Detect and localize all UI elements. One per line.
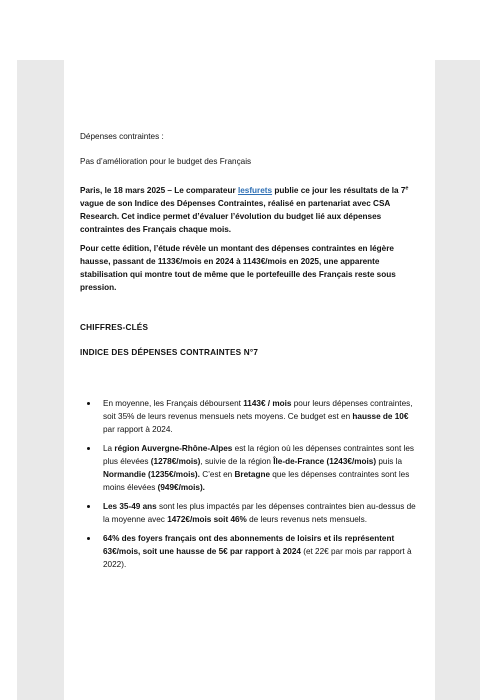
index-title: INDICE DES DÉPENSES CONTRAINTES N°7: [80, 348, 259, 357]
bullet-icon: [87, 505, 90, 508]
bullet-text: pour leurs dépenses contraintes, soit 35% de leurs revenus mensuels nets moyens. Ce budget est en: [103, 399, 413, 421]
intro-superscript: e: [405, 185, 409, 192]
key-figures-list: [80, 397, 418, 571]
intro-paragraph: [80, 184, 418, 236]
document-page: [64, 60, 435, 700]
bullet-bold: Les 35-49 ans: [103, 502, 157, 511]
list-item: [80, 532, 418, 571]
bullet-text: puis la: [376, 457, 403, 466]
bullet-text: par rapport à 2024.: [103, 425, 173, 434]
bullet-bold: Normandie (1235€/mois).: [103, 470, 200, 479]
bullet-bold: hausse de 10€: [352, 412, 409, 421]
list-item: [80, 397, 418, 436]
bullet-text: que les dépenses contraintes sont les moins élevées: [103, 470, 410, 492]
bullet-bold: (1278€/mois): [150, 457, 201, 466]
bullet-bold: 64% des foyers français ont des abonnements de loisirs et ils représentent 63€/mois, soit une hausse de 5€ par rapport à 2024: [103, 534, 395, 556]
bullet-bold: 1143€ / mois: [243, 399, 292, 408]
bullet-bold: 1472€/mois soit 46%: [167, 515, 247, 524]
edition-paragraph: Pour cette édition, l’étude révèle un montant des dépenses contraintes en légère hausse, passant de 1133€/mois en 2024 à 1143€/mois en 2025, une apparente stabilisation qui montre tout de même que le portefeuille des Français reste sous pression.: [80, 244, 396, 292]
intro-text-3: vague de son Indice des Dépenses Contraintes, réalisé en partenariat avec CSA Research. Cet indice permet d’évaluer l’évolution du budget lié aux dépenses contraintes des Français chaque mois.: [80, 199, 391, 234]
bullet-text: C’est en: [199, 470, 235, 479]
page-content: [80, 130, 418, 577]
intro-text-1: Paris, le 18 mars 2025 – Le comparateur: [80, 186, 238, 195]
bullet-bold: (949€/mois).: [157, 483, 205, 492]
bullet-bold: Bretagne: [234, 470, 271, 479]
bullet-icon: [87, 447, 90, 450]
bullet-text: est la région où les dépenses contraintes sont les plus élevées: [103, 444, 414, 466]
lesfurets-link[interactable]: lesfurets: [237, 186, 273, 195]
intro-text-2: publie ce jour les résultats de la 7: [272, 186, 406, 195]
bullet-text: En moyenne, les Français déboursent: [103, 399, 244, 408]
bullet-text: sont les plus impactés par les dépenses contraintes bien au-dessus de la moyenne avec: [103, 502, 416, 524]
bullet-bold: région Auvergne-Rhône-Alpes: [114, 444, 233, 453]
key-figures-heading: CHIFFRES-CLÉS: [80, 323, 149, 332]
bullet-text: La: [103, 444, 115, 453]
list-item: [80, 500, 418, 526]
viewer-right-margin: [435, 60, 480, 700]
bullet-text: de leurs revenus nets mensuels.: [246, 515, 367, 524]
bullet-text: , suivie de la région: [200, 457, 274, 466]
document-subtitle: Pas d’amélioration pour le budget des Français: [80, 157, 252, 166]
viewer-left-margin: [17, 60, 64, 700]
list-item: [80, 442, 418, 494]
bullet-icon: [87, 537, 90, 540]
bullet-icon: [87, 402, 90, 405]
bullet-text: (et 22€ par mois par rapport à 2022).: [103, 547, 412, 569]
bullet-bold: Île-de-France (1243€/mois): [273, 457, 377, 466]
document-title: Dépenses contraintes :: [80, 132, 164, 141]
